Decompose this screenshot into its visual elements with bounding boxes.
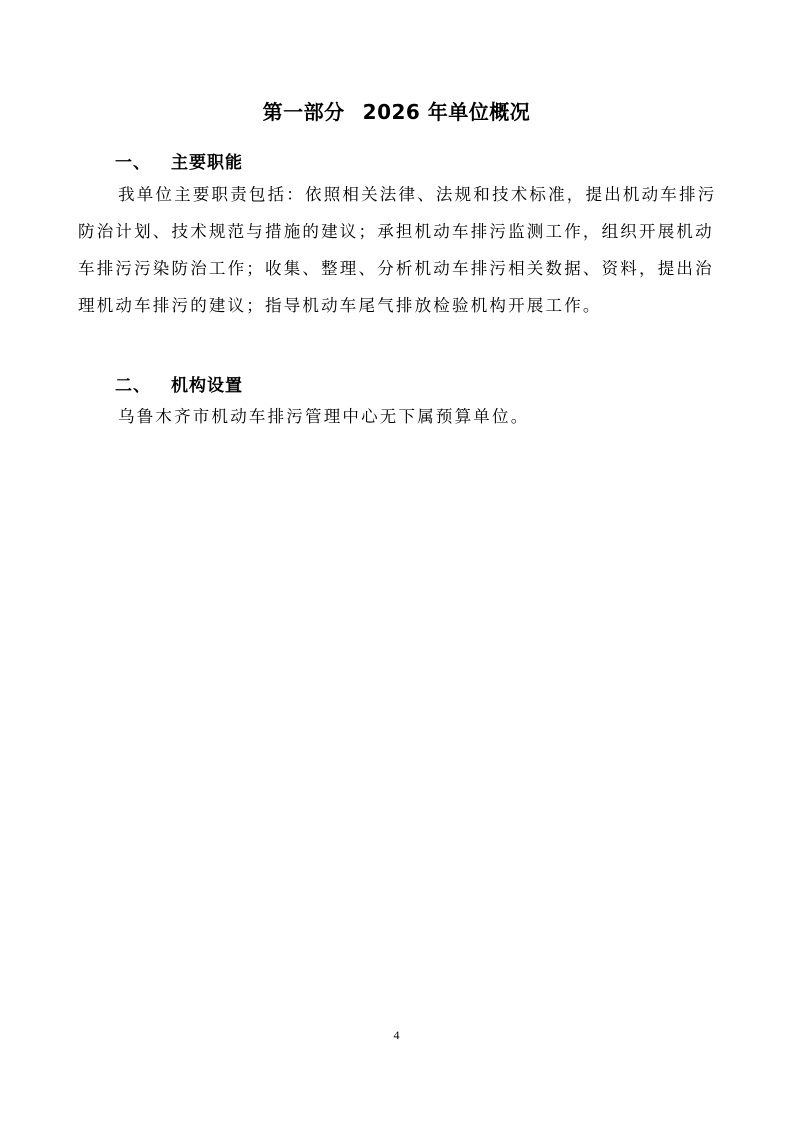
section-heading-structure — [115, 371, 243, 396]
section-heading-functions — [115, 148, 243, 173]
section-number: 一、 — [115, 153, 151, 173]
functions-paragraph — [78, 176, 718, 324]
title-main: 2026 年单位概况 — [362, 100, 531, 124]
section-title: 机构设置 — [171, 376, 243, 396]
paragraph-line: 防治计划、技术规范与措施的建议；承担机动车排污监测工作，组织开展机动 — [78, 222, 714, 241]
paragraph-line: 理机动车排污的建议；指导机动车尾气排放检验机构开展工作。 — [78, 296, 602, 315]
section-number: 二、 — [115, 376, 151, 396]
paragraph-line: 车排污污染防治工作；收集、整理、分析机动车排污相关数据、资料，提出治 — [78, 259, 714, 278]
section-title: 主要职能 — [171, 153, 243, 173]
title-part: 第一部分 — [262, 100, 345, 124]
paragraph-line: 乌鲁木齐市机动车排污管理中心无下属预算单位。 — [118, 407, 530, 426]
page-title — [0, 96, 793, 125]
paragraph-line: 我单位主要职责包括：依照相关法律、法规和技术标准，提出机动车排污 — [118, 185, 717, 204]
structure-paragraph — [78, 398, 718, 435]
page-number: 4 — [393, 1028, 400, 1042]
